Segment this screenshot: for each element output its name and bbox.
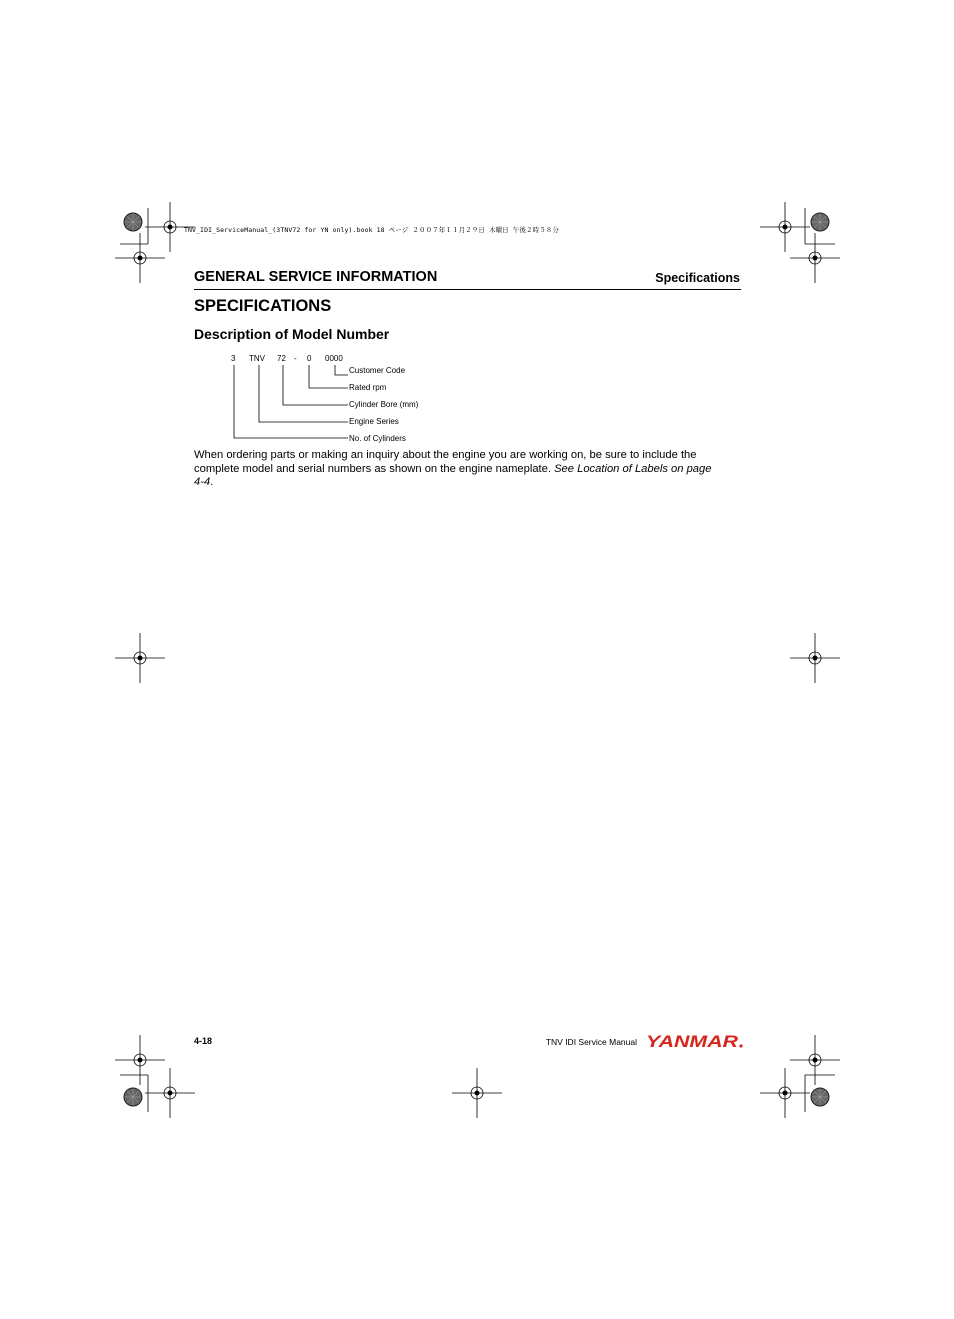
print-slug: TNV_IDI_ServiceManual_(3TNV72 for YN only).book 18 ページ ２００７年１１月２９日 木曜日 午後２時５８分 xyxy=(184,226,559,234)
model-part-customer: 0000 xyxy=(325,354,343,363)
body-paragraph xyxy=(194,449,724,490)
section-header: GENERAL SERVICE INFORMATION xyxy=(194,269,438,285)
label-customer-code: Customer Code xyxy=(349,366,406,375)
page-number: 4-18 xyxy=(194,1036,213,1046)
model-part-cylinders: 3 xyxy=(231,354,236,363)
header-rule xyxy=(194,289,741,290)
body-end: . xyxy=(210,476,214,488)
label-no-of-cylinders: No. of Cylinders xyxy=(349,434,406,443)
model-part-bore: 72 xyxy=(277,354,286,363)
model-part-series: TNV xyxy=(249,354,265,363)
model-number-diagram xyxy=(220,350,460,446)
yanmar-logo xyxy=(645,1032,745,1050)
yanmar-logo-text: YANMAR xyxy=(646,1033,739,1050)
label-engine-series: Engine Series xyxy=(349,417,399,426)
label-rated-rpm: Rated rpm xyxy=(349,383,387,392)
body-text: When ordering parts or making an inquiry about the engine you are working on, be sure to include the complete model and serial numbers as shown on the engine nameplate. xyxy=(194,449,697,475)
topic-header: Specifications xyxy=(655,271,740,285)
page-title: SPECIFICATIONS xyxy=(194,297,332,315)
cross-reference-link[interactable]: See Location of Labels on page 4-4 xyxy=(194,462,712,488)
manual-title: TNV IDI Service Manual xyxy=(545,1037,637,1047)
model-part-rpm: 0 xyxy=(307,354,312,363)
section-subtitle: Description of Model Number xyxy=(194,326,390,342)
label-cylinder-bore: Cylinder Bore (mm) xyxy=(349,400,419,409)
leader-lines xyxy=(234,365,348,438)
model-part-dash: - xyxy=(294,354,297,363)
